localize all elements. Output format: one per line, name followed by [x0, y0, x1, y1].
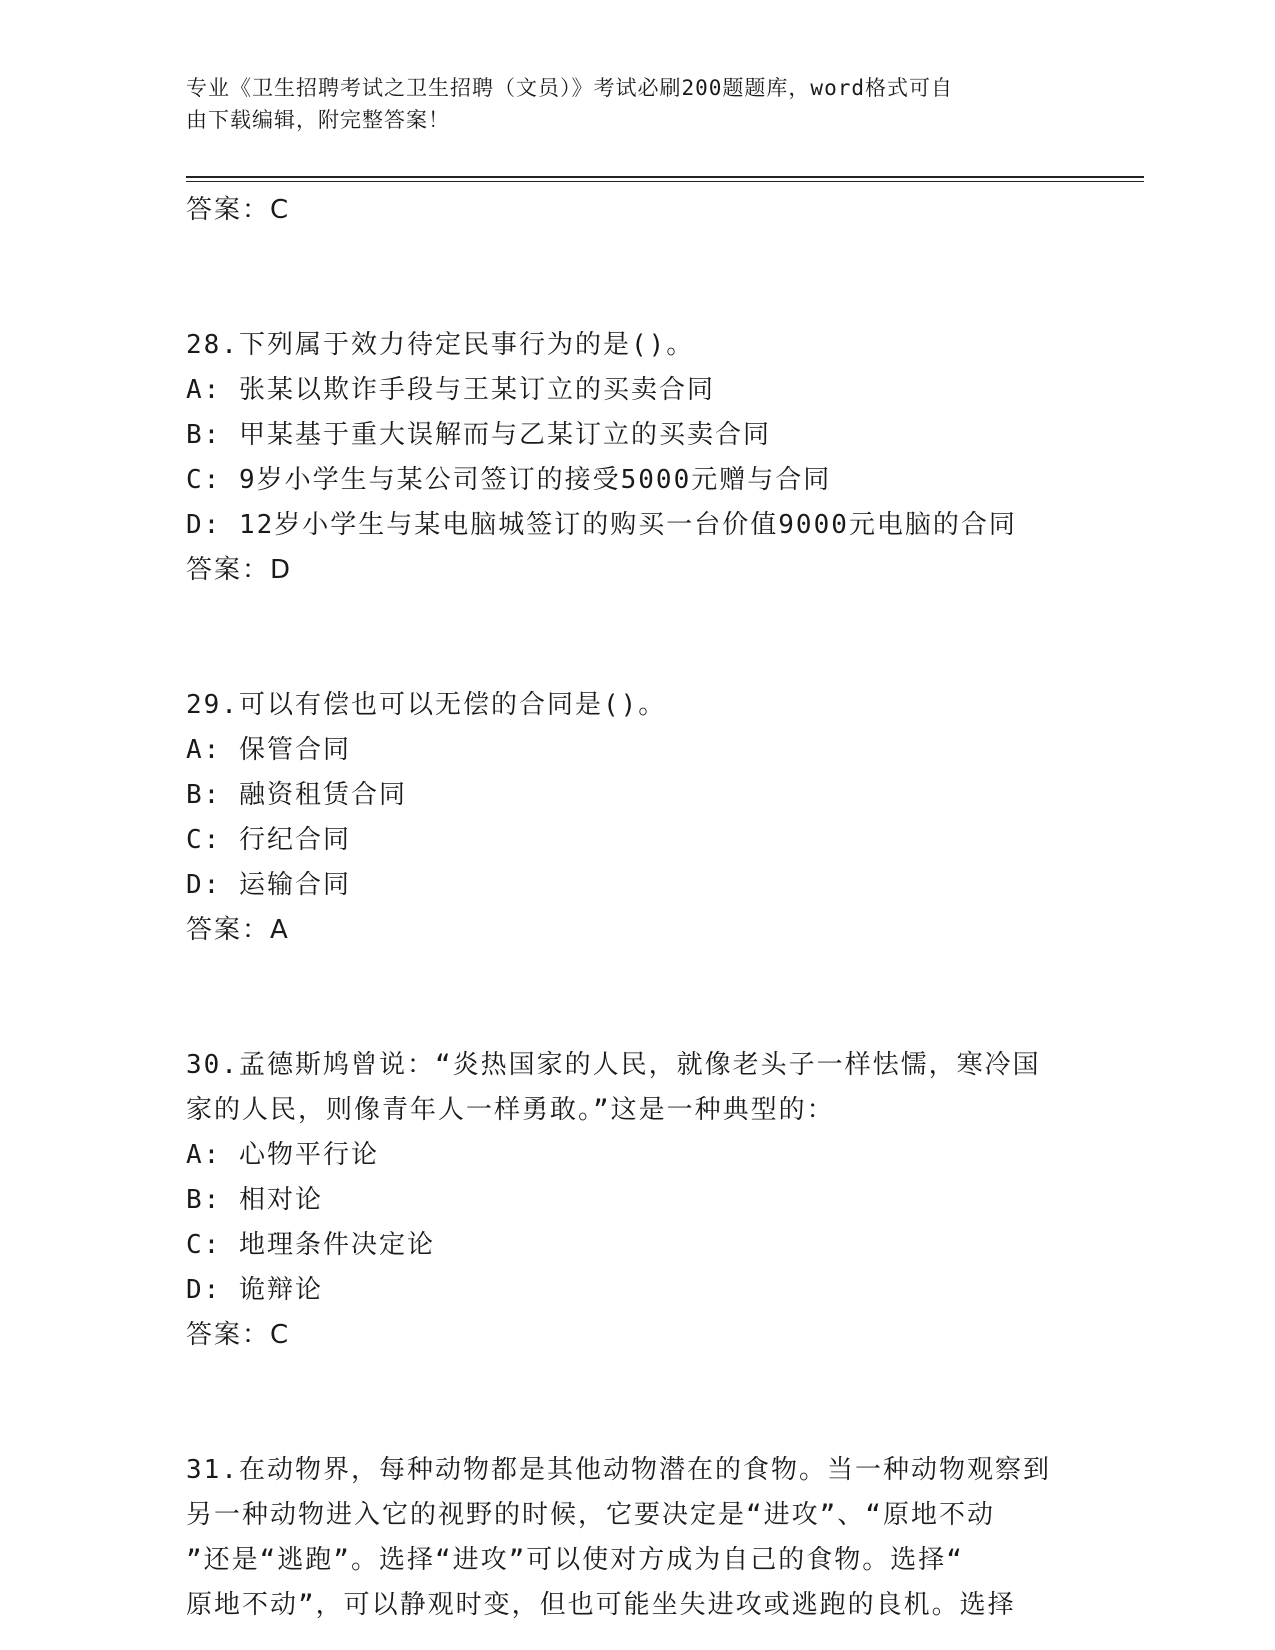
- option-c: C: 行纪合同: [186, 825, 351, 855]
- answer: 答案：A: [186, 915, 290, 945]
- question-31: [186, 1448, 1076, 1628]
- question-stem-line-3: ”还是“逃跑”。选择“进攻”可以使对方成为自己的食物。选择“: [186, 1545, 964, 1575]
- option-c: C: 地理条件决定论: [186, 1230, 435, 1260]
- option-d: D: 运输合同: [186, 870, 351, 900]
- option-d: D: 12岁小学生与某电脑城签订的购买一台价值9000元电脑的合同: [186, 510, 1017, 540]
- question-30: [186, 1043, 1076, 1358]
- option-b: B: 融资租赁合同: [186, 780, 407, 810]
- option-d: D: 诡辩论: [186, 1275, 323, 1305]
- option-c: C: 9岁小学生与某公司签订的接受5000元赠与合同: [186, 465, 832, 495]
- option-a: A: 心物平行论: [186, 1140, 379, 1170]
- question-stem-line-2: 家的人民，则像青年人一样勇敢。”这是一种典型的：: [186, 1095, 835, 1125]
- question-29: [186, 683, 1076, 953]
- question-28: [186, 323, 1076, 593]
- question-stem-line-2: 另一种动物进入它的视野的时候，它要决定是“进攻”、“原地不动: [186, 1500, 995, 1530]
- question-stem: 28.下列属于效力待定民事行为的是()。: [186, 330, 695, 360]
- option-b: B: 相对论: [186, 1185, 323, 1215]
- option-b: B: 甲某基于重大误解而与乙某订立的买卖合同: [186, 420, 771, 450]
- header-line-2: 由下载编辑，附完整答案！: [186, 108, 450, 132]
- header-divider-thin: [186, 181, 1144, 182]
- document-body: [186, 188, 1076, 1628]
- option-a: A: 张某以欺诈手段与王某订立的买卖合同: [186, 375, 715, 405]
- previous-answer: 答案：C: [186, 195, 291, 225]
- answer: 答案：C: [186, 1320, 291, 1350]
- header-divider-thick: [186, 176, 1144, 178]
- question-stem-line-1: 30.孟德斯鸠曾说：“炎热国家的人民，就像老头子一样怯懦，寒冷国: [186, 1050, 1041, 1080]
- option-a: A: 保管合同: [186, 735, 351, 765]
- question-stem-line-1: 31.在动物界，每种动物都是其他动物潜在的食物。当一种动物观察到: [186, 1455, 1051, 1485]
- answer: 答案：D: [186, 555, 293, 585]
- question-stem-line-4: 原地不动”，可以静观时变，但也可能坐失进攻或逃跑的良机。选择: [186, 1590, 1016, 1620]
- header-line-1: 专业《卫生招聘考试之卫生招聘（文员）》考试必刷200题题库，word格式可自: [186, 76, 953, 100]
- document-header: [186, 72, 1066, 136]
- question-stem: 29.可以有偿也可以无偿的合同是()。: [186, 690, 667, 720]
